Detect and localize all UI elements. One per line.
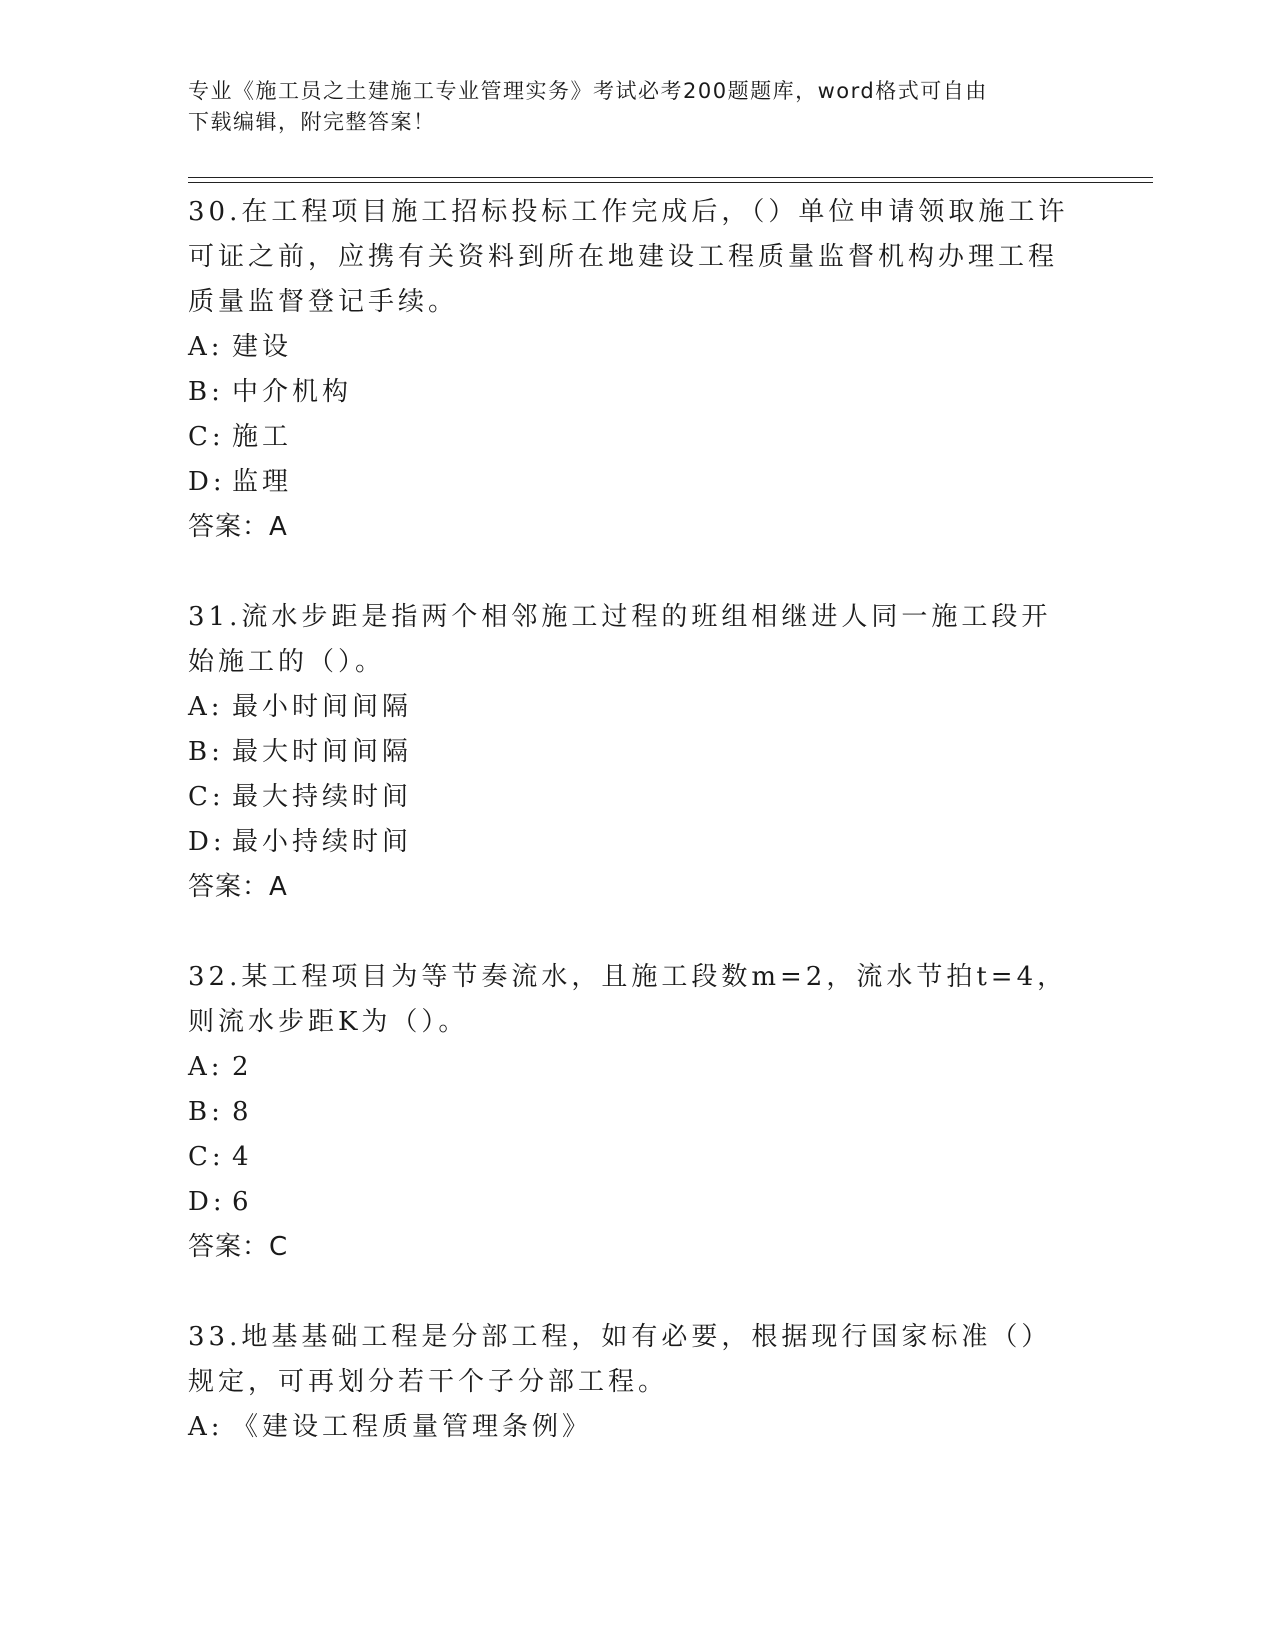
option-text: 8 bbox=[232, 1097, 253, 1127]
option-text: 《建设工程质量管理条例》 bbox=[232, 1412, 593, 1442]
option-letter: A: bbox=[188, 332, 224, 362]
header-divider-top bbox=[188, 177, 1153, 178]
option-a bbox=[188, 325, 1078, 370]
option-letter: B: bbox=[188, 737, 224, 767]
question-31 bbox=[188, 595, 1078, 910]
option-text: 最大时间间隔 bbox=[232, 737, 413, 767]
option-text: 中介机构 bbox=[232, 377, 353, 407]
header-line-2: 下载编辑，附完整答案！ bbox=[188, 110, 436, 134]
question-text: 33.地基基础工程是分部工程，如有必要，根据现行国家标准（）规定，可再划分若干个子分部工程。 bbox=[188, 1322, 1052, 1397]
option-c bbox=[188, 415, 1078, 460]
header-divider-bottom bbox=[188, 182, 1153, 183]
option-letter: C: bbox=[188, 1142, 225, 1172]
answer-line: 答案：A bbox=[188, 872, 288, 902]
option-b bbox=[188, 370, 1078, 415]
option-letter: A: bbox=[188, 692, 224, 722]
option-letter: A: bbox=[188, 1412, 224, 1442]
question-text: 32.某工程项目为等节奏流水，且施工段数m=2，流水节拍t=4，则流水步距K为（）。 bbox=[188, 962, 1068, 1037]
option-text: 监理 bbox=[232, 467, 293, 497]
option-letter: C: bbox=[188, 782, 225, 812]
option-d bbox=[188, 1180, 1078, 1225]
option-text: 建设 bbox=[232, 332, 293, 362]
question-text: 30.在工程项目施工招标投标工作完成后，（）单位申请领取施工许可证之前，应携有关资料到所在地建设工程质量监督机构办理工程质量监督登记手续。 bbox=[188, 197, 1069, 317]
document-header bbox=[188, 76, 1068, 138]
option-letter: C: bbox=[188, 422, 225, 452]
option-letter: D: bbox=[188, 467, 226, 497]
option-text: 最小时间间隔 bbox=[232, 692, 413, 722]
option-a bbox=[188, 685, 1078, 730]
question-30 bbox=[188, 190, 1078, 550]
option-a bbox=[188, 1045, 1078, 1090]
option-d bbox=[188, 820, 1078, 865]
option-letter: D: bbox=[188, 1187, 226, 1217]
option-text: 最大持续时间 bbox=[232, 782, 413, 812]
header-line-1: 专业《施工员之土建施工专业管理实务》考试必考200题题库，word格式可自由 bbox=[188, 79, 988, 103]
option-c bbox=[188, 775, 1078, 820]
question-list bbox=[188, 190, 1078, 1450]
option-letter: D: bbox=[188, 827, 226, 857]
option-letter: B: bbox=[188, 377, 224, 407]
question-32 bbox=[188, 955, 1078, 1270]
option-c bbox=[188, 1135, 1078, 1180]
option-text: 施工 bbox=[232, 422, 293, 452]
option-text: 6 bbox=[232, 1187, 253, 1217]
question-text: 31.流水步距是指两个相邻施工过程的班组相继进人同一施工段开始施工的（）。 bbox=[188, 602, 1052, 677]
option-b bbox=[188, 1090, 1078, 1135]
answer-line: 答案：A bbox=[188, 512, 288, 542]
option-text: 2 bbox=[232, 1052, 253, 1082]
option-letter: B: bbox=[188, 1097, 224, 1127]
option-a bbox=[188, 1405, 1078, 1450]
option-text: 4 bbox=[232, 1142, 253, 1172]
answer-line: 答案：C bbox=[188, 1232, 289, 1262]
option-d bbox=[188, 460, 1078, 505]
question-33 bbox=[188, 1315, 1078, 1450]
option-b bbox=[188, 730, 1078, 775]
option-text: 最小持续时间 bbox=[232, 827, 413, 857]
option-letter: A: bbox=[188, 1052, 224, 1082]
